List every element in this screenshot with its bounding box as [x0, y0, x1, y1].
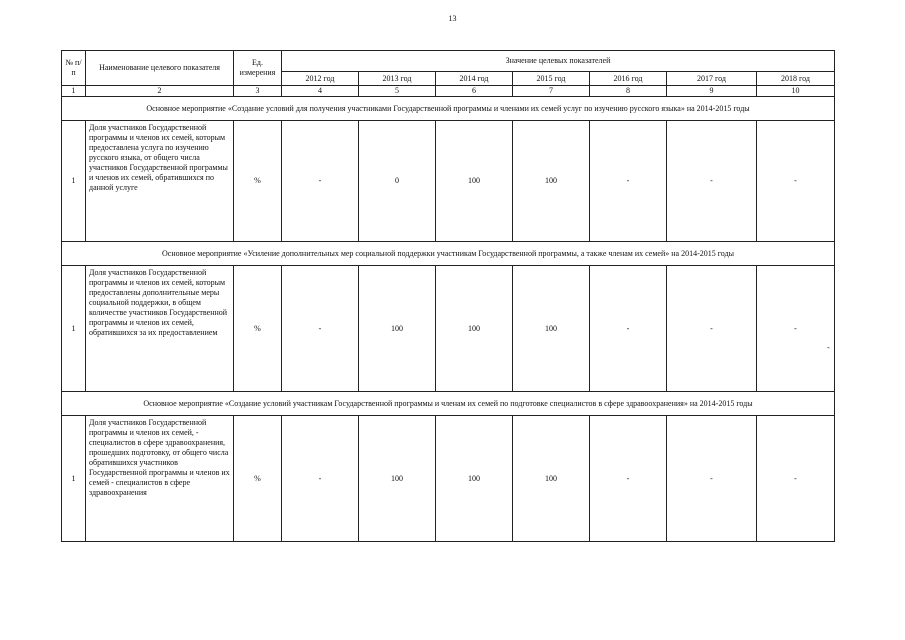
indicator-name: Доля участников Государственной программы и членов их семей, которым предоставлены дополнительные меры социальной поддержки, в общем количестве участников Государственной программы и членов их семей, обратившихся за их предоставлением: [86, 266, 234, 392]
value-cell: -: [667, 266, 757, 392]
header-values-group: Значение целевых показателей: [282, 51, 835, 72]
header-year: 2013 год: [359, 72, 436, 86]
row-number: 1: [62, 416, 86, 542]
table-row: [62, 266, 835, 392]
section-heading-row: [62, 242, 835, 266]
value-cell: 100: [513, 416, 590, 542]
table-row: [62, 416, 835, 542]
value-cell: -: [590, 121, 667, 242]
column-number-row: [62, 86, 835, 97]
column-number: 9: [667, 86, 757, 97]
value-cell: -: [590, 266, 667, 392]
target-indicators-table: [61, 50, 835, 542]
column-number: 6: [436, 86, 513, 97]
value-cell: 100: [436, 121, 513, 242]
header-year: 2016 год: [590, 72, 667, 86]
section-heading-row: [62, 392, 835, 416]
indicator-name: Доля участников Государственной программы и членов их семей, которым предоставлена услуга по изучению русского языка, от общего числа участников Государственной программы и членов их семей, обратившихся по данной услуге: [86, 121, 234, 242]
section-title: Основное мероприятие «Создание условий для получения участниками Государственной программы и членами их семей услуг по изучению русского языка» на 2014-2015 годы: [62, 97, 835, 121]
header-unit: Ед. измерения: [234, 51, 282, 86]
value-cell: 100: [359, 416, 436, 542]
table-row: [62, 121, 835, 242]
header-year: 2015 год: [513, 72, 590, 86]
section-title: Основное мероприятие «Усиление дополнительных мер социальной поддержки участникам Государственной программы, а также членам их семей» на 2014-2015 годы: [62, 242, 835, 266]
column-number: 5: [359, 86, 436, 97]
value-cell: 100: [513, 121, 590, 242]
value-cell: 0: [359, 121, 436, 242]
row-number: 1: [62, 266, 86, 392]
value-cell: -: [282, 416, 359, 542]
header-no: № п/п: [62, 51, 86, 86]
value-cell: -: [667, 121, 757, 242]
stray-dash-mark: -: [827, 343, 830, 352]
column-number: 7: [513, 86, 590, 97]
header-year: 2017 год: [667, 72, 757, 86]
column-number: 8: [590, 86, 667, 97]
unit-cell: %: [234, 266, 282, 392]
value-cell: -: [667, 416, 757, 542]
column-number: 1: [62, 86, 86, 97]
header-name: Наименование целевого показателя: [86, 51, 234, 86]
unit-cell: %: [234, 416, 282, 542]
value-cell: 100: [436, 266, 513, 392]
section-heading-row: [62, 97, 835, 121]
page-number: 13: [448, 14, 457, 23]
row-number: 1: [62, 121, 86, 242]
unit-cell: %: [234, 121, 282, 242]
header-year: 2014 год: [436, 72, 513, 86]
header-year: 2012 год: [282, 72, 359, 86]
value-cell: -: [757, 121, 835, 242]
value-cell: -: [282, 121, 359, 242]
column-number: 10: [757, 86, 835, 97]
value-cell: 100: [513, 266, 590, 392]
value-cell: 100: [436, 416, 513, 542]
value-cell: -: [757, 266, 835, 392]
column-number: 4: [282, 86, 359, 97]
header-year: 2018 год: [757, 72, 835, 86]
value-cell: -: [757, 416, 835, 542]
section-title: Основное мероприятие «Создание условий участникам Государственной программы и членам их семей по подготовке специалистов в сфере здравоохранения» на 2014-2015 годы: [62, 392, 835, 416]
column-number: 3: [234, 86, 282, 97]
indicator-name: Доля участников Государственной программы и членов их семей, - специалистов в сфере здравоохранения, прошедших подготовку, от общего числа обратившихся участников Государственной программы и членов их семей - специалистов в сфере здравоохранения: [86, 416, 234, 542]
column-number: 2: [86, 86, 234, 97]
value-cell: -: [282, 266, 359, 392]
value-cell: 100: [359, 266, 436, 392]
value-cell: -: [590, 416, 667, 542]
